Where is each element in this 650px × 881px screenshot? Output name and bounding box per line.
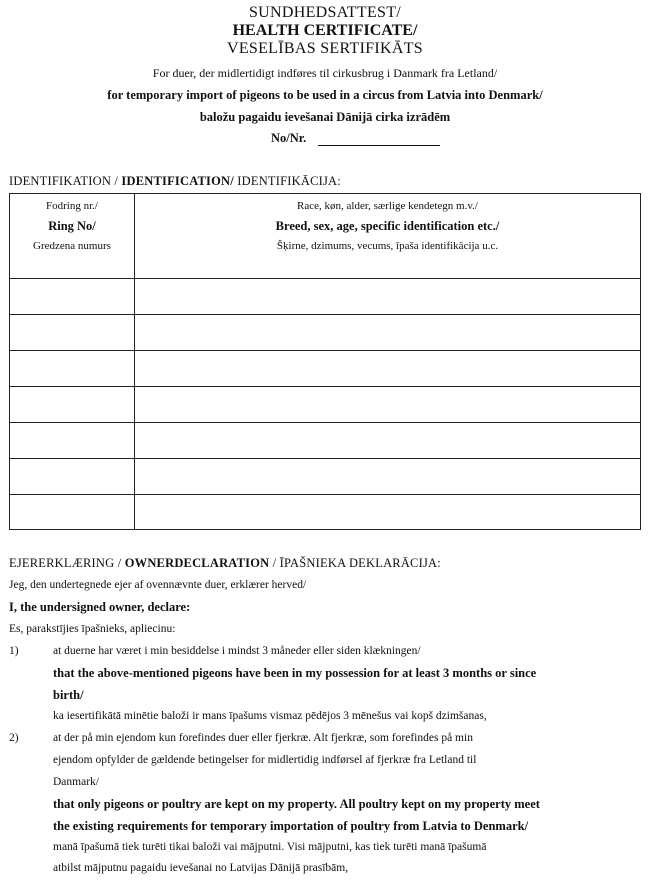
item1-english-line1: that the above-mentioned pigeons have been in my possession for at least 3 months or since	[53, 666, 537, 680]
breed-cell[interactable]	[135, 387, 641, 423]
item2-latvian-line2: atbilst mājputnu pagaidu ievešanai no Latvijas Dānijā prasībām,	[53, 862, 349, 874]
item2-english-line1: that only pigeons or poultry are kept on my property. All poultry kept on my property meet	[53, 797, 540, 811]
breed-header: Race, køn, alder, særlige kendetegn m.v./ Breed, sex, age, specific identification etc./ Šķirne, dzimums, vecums, īpaša identifikācija u.c.	[135, 194, 641, 279]
owner-intro-english: I, the undersigned owner, declare:	[9, 600, 191, 614]
title-english: HEALTH CERTIFICATE/	[232, 22, 418, 39]
owner-intro-danish: Jeg, den undertegnede ejer af ovennævnte duer, erklærer herved/	[9, 579, 307, 591]
table-row	[10, 315, 641, 351]
breed-cell[interactable]	[135, 459, 641, 495]
identification-heading: IDENTIFIKATION / IDENTIFICATION/ IDENTIFIKĀCIJA:	[9, 174, 341, 188]
ring-number-header: Fodring nr./ Ring No/ Gredzena numurs	[10, 194, 135, 279]
item2-danish-line2: ejendom opfylder de gældende betingelser for midlertidig indførsel af fjerkræ fra Letland til	[53, 754, 477, 766]
item1-latvian: ka iesertifikātā minētie baloži ir mans īpašums vismaz pēdējos 3 mēnešus vai kopš dzimšanas,	[53, 710, 487, 722]
table-row	[10, 351, 641, 387]
item2-danish-line3: Danmark/	[53, 776, 99, 788]
table-row	[10, 459, 641, 495]
item2-english-line2: the existing requirements for temporary importation of poultry from Latvia to Denmark/	[53, 819, 529, 833]
ring-number-cell[interactable]	[10, 459, 135, 495]
subtitle-danish: For duer, der midlertidigt indføres til cirkusbrug i Danmark fra Letland/	[152, 66, 498, 80]
table-row	[10, 495, 641, 530]
breed-cell[interactable]	[135, 495, 641, 530]
title-latvian: VESELĪBAS SERTIFIKĀTS	[226, 40, 424, 57]
owner-intro-latvian: Es, parakstījies īpašnieks, apliecinu:	[9, 623, 176, 635]
item1-english-line2: birth/	[53, 688, 84, 702]
item1-danish: at duerne har været i min besiddelse i mindst 3 måneder eller siden klækningen/	[53, 645, 421, 657]
table-header-row	[10, 194, 641, 279]
breed-cell[interactable]	[135, 279, 641, 315]
identification-table	[9, 193, 641, 530]
ring-number-cell[interactable]	[10, 279, 135, 315]
subtitle-latvian: baložu pagaidu ievešanai Dānijā cirka izrādēm	[199, 110, 451, 124]
certificate-number-field[interactable]	[318, 145, 440, 146]
breed-cell[interactable]	[135, 351, 641, 387]
breed-cell[interactable]	[135, 315, 641, 351]
owner-declaration-heading: EJERERKLÆRING / OWNERDECLARATION / ĪPAŠNIEKA DEKLARĀCIJA:	[9, 556, 441, 570]
title-danish: SUNDHEDSATTEST/	[248, 4, 402, 21]
table-row	[10, 387, 641, 423]
ring-number-cell[interactable]	[10, 495, 135, 530]
item-number: 1)	[9, 645, 19, 657]
subtitle-english: for temporary import of pigeons to be used in a circus from Latvia into Denmark/	[107, 88, 543, 102]
item-number: 2)	[9, 732, 19, 744]
ring-number-cell[interactable]	[10, 387, 135, 423]
ring-number-cell[interactable]	[10, 315, 135, 351]
item2-latvian-line1: manā īpašumā tiek turēti tikai baloži vai mājputni. Visi mājputni, kas tiek turēti manā īpašumā	[53, 841, 487, 853]
ring-number-cell[interactable]	[10, 423, 135, 459]
table-row	[10, 279, 641, 315]
certificate-number-label: No/Nr.	[271, 131, 307, 145]
item2-danish-line1: at der på min ejendom kun forefindes duer eller fjerkræ. Alt fjerkræ, som forefindes på min	[53, 732, 473, 744]
ring-number-cell[interactable]	[10, 351, 135, 387]
table-row	[10, 423, 641, 459]
breed-cell[interactable]	[135, 423, 641, 459]
